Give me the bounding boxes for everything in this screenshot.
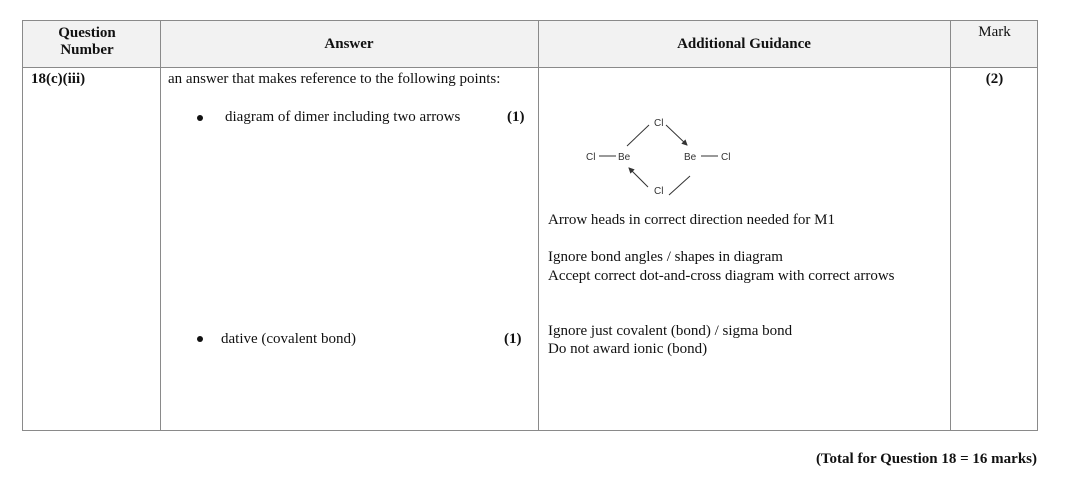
dimer-be-left: Be: [618, 152, 631, 163]
guidance-line-4: Ignore just covalent (bond) / sigma bond: [548, 323, 793, 339]
header-mark: Mark: [978, 24, 1011, 40]
answer-point-1-mark: (1): [507, 109, 525, 125]
column-divider-2: [538, 21, 539, 430]
guidance-line-3: Accept correct dot-and-cross diagram with correct arrows: [548, 268, 895, 284]
bond-be-cl-top: [627, 125, 649, 146]
bond-be-cl-bottom: [669, 176, 690, 195]
answer-point-2: dative (covalent bond): [221, 331, 356, 347]
dimer-be-right: Be: [684, 152, 697, 163]
dative-arrow-top: [666, 125, 687, 145]
answer-point-1: diagram of dimer including two arrows: [225, 109, 461, 125]
guidance-line-2: Ignore bond angles / shapes in diagram: [548, 249, 783, 265]
bullet-point-2: [197, 336, 203, 342]
guidance-line-1: Arrow heads in correct direction needed for M1: [548, 212, 835, 228]
question-number: 18(c)(iii): [31, 71, 86, 87]
beryllium-chloride-dimer-diagram: [578, 109, 748, 199]
mark-scheme-table: [22, 20, 1038, 431]
header-question-number: Question Number: [58, 25, 116, 58]
dative-arrow-bottom: [629, 168, 648, 187]
header-guidance: Additional Guidance: [677, 36, 811, 52]
dimer-cl-right: Cl: [721, 152, 731, 163]
answer-point-2-mark: (1): [504, 331, 522, 347]
dimer-cl-left: Cl: [586, 152, 596, 163]
guidance-line-5: Do not award ionic (bond): [548, 341, 708, 357]
question-total: (Total for Question 18 = 16 marks): [815, 451, 1037, 467]
row-mark: (2): [985, 71, 1004, 87]
column-divider-1: [160, 21, 161, 430]
header-answer: Answer: [324, 36, 374, 52]
bullet-point-1: [197, 115, 203, 121]
dimer-cl-bottom: Cl: [654, 186, 664, 197]
answer-intro: an answer that makes reference to the following points:: [168, 71, 501, 87]
dimer-cl-top: Cl: [654, 118, 664, 129]
header-divider: [23, 67, 1037, 68]
